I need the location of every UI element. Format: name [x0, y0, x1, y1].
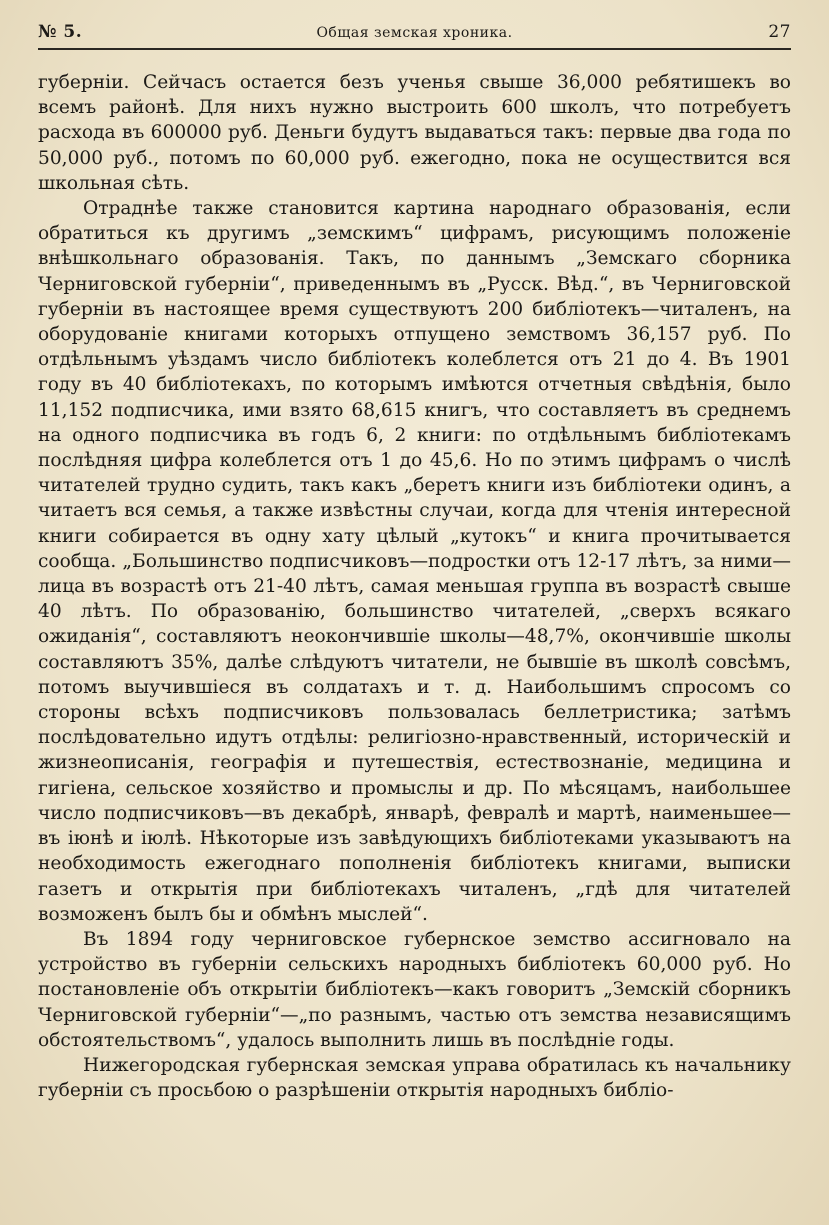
paragraph-nizhny: Нижегородская губернская земская управа обратилась къ начальнику губерніи съ просьбою о разрѣшеніи открытія народныхъ библіо- [38, 1054, 791, 1102]
running-header [38, 18, 791, 50]
body-text [38, 70, 791, 1103]
paragraph-continued: губерніи. Сейчасъ остается безъ ученья свыше 36,000 ребятишекъ во всемъ районѣ. Для нихъ нужно выстроить 600 школъ, что потребуетъ расхода въ 600000 руб. Деньги будутъ выдаваться такъ: первые два года по 50,000 руб., потомъ по 60,000 руб. ежегодно, пока не осуществится вся школьная сѣть. [38, 72, 791, 194]
issue-number: № 5. [38, 22, 83, 42]
paragraph-1894: Въ 1894 году черниговское губернское земство ассигновало на устройство въ губерніи сельскихъ народныхъ библіотекъ 60,000 руб. Но постановленіе объ открытіи библіотекъ—какъ говоритъ „Земскій сборникъ Черниговской губерніи“—„по разнымъ, частью отъ земства независящимъ обстоятельствомъ“, удалось выполнить лишь въ послѣдніе годы. [38, 928, 791, 1051]
section-title: Общая земская хроника. [316, 25, 513, 41]
paragraph-libraries: Отраднѣе также становится картина народнаго образованія, если обратиться къ другимъ „земскимъ“ цифрамъ, рисующимъ положеніе внѣшкольнаго образованія. Такъ, по даннымъ „Земскаго сборника Черниговской губерніи“, приведеннымъ въ „Русск. Вѣд.“, въ Черниговской губерніи въ настоящее время существуютъ 200 библіотекъ—читаленъ, на оборудованіе книгами которыхъ отпущено земствомъ 36,157 руб. По отдѣльнымъ уѣздамъ число библіотекъ колеблется отъ 21 до 4. Въ 1901 году въ 40 библіотекахъ, по которымъ имѣются отчетныя свѣдѣнія, было 11,152 подписчика, ими взято 68,615 книгъ, что составляетъ въ среднемъ на одного подписчика въ годъ 6, 2 книги: по отдѣльнымъ библіотекамъ послѣдняя цифра колеблется отъ 1 до 45,6. Но по этимъ цифрамъ о числѣ читателей трудно судить, такъ какъ „беретъ книги изъ библіотеки одинъ, а читаетъ вся семья, а также извѣстны случаи, когда для чтенія интересной книги собирается въ одну хату цѣлый „кутокъ“ и книга прочитывается сообща. „Большинство подписчиковъ—подростки отъ 12-17 лѣтъ, за ними—лица въ возрастѣ отъ 21-40 лѣтъ, самая меньшая группа въ возрастѣ свыше 40 лѣтъ. По образованію, большинство читателей, „сверхъ всякаго ожиданія“, составляютъ неокончившіе школы—48,7%, окончившіе школы составляютъ 35%, далѣе слѣдуютъ читатели, не бывшіе въ школѣ совсѣмъ, потомъ выучившіеся въ солдатахъ и т. д. Наибольшимъ спросомъ со стороны всѣхъ подписчиковъ пользовалась беллетристика; затѣмъ послѣдовательно идутъ отдѣлы: религіозно-нравственный, историческій и жизнеописанія, географія и путешествія, естествознаніе, медицина и гигіена, сельское хозяйство и промыслы и др. По мѣсяцамъ, наибольшее число подписчиковъ—въ декабрѣ, январѣ, февралѣ и мартѣ, наименьшее—въ іюнѣ и іюлѣ. Нѣкоторые изъ завѣдующихъ библіотеками указываютъ на необходимость ежегоднаго пополненія библіотекъ книгами, выписки газетъ и открытія при библіотекахъ читаленъ, „гдѣ для читателей возможенъ былъ бы и обмѣнъ мыслей“. [38, 198, 791, 925]
page-number: 27 [768, 22, 791, 42]
